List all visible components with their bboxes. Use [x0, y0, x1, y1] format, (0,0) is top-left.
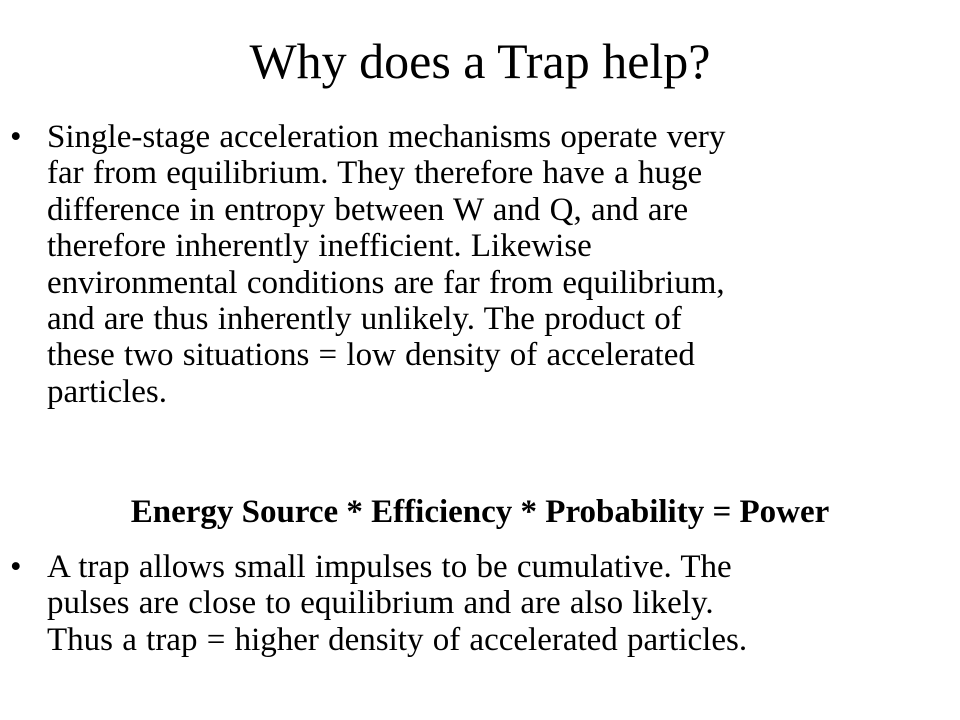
bullet-line: difference in entropy between W and Q, and are [47, 191, 689, 228]
bullet-item [10, 119, 917, 410]
bullet-line: and are thus inherently unlikely. The product of [47, 301, 682, 338]
bullet-line: particles. [47, 373, 168, 410]
formula-heading: Energy Source * Efficiency * Probability = Power [130, 494, 830, 530]
bullet-text [47, 119, 917, 410]
bullet-icon: • [10, 119, 22, 155]
bullet-line: therefore inherently inefficient. Likewise [47, 228, 592, 265]
bullet-line: Single-stage acceleration mechanisms operate very [47, 119, 726, 155]
bullet-line: A trap allows small impulses to be cumulative. The [47, 549, 732, 585]
bullet-line: these two situations = low density of accelerated [47, 337, 695, 374]
bullet-item [10, 549, 917, 658]
slide-title: Why does a Trap help? [249, 33, 711, 89]
bullet-line: pulses are close to equilibrium and are also likely. [47, 585, 714, 622]
bullet-icon: • [10, 549, 22, 585]
bullet-line: far from equilibrium. They therefore have a huge [47, 155, 703, 192]
bullet-line: environmental conditions are far from equilibrium, [47, 264, 725, 301]
bullet-line: Thus a trap = higher density of accelerated particles. [47, 621, 748, 658]
bullet-text [47, 549, 917, 658]
